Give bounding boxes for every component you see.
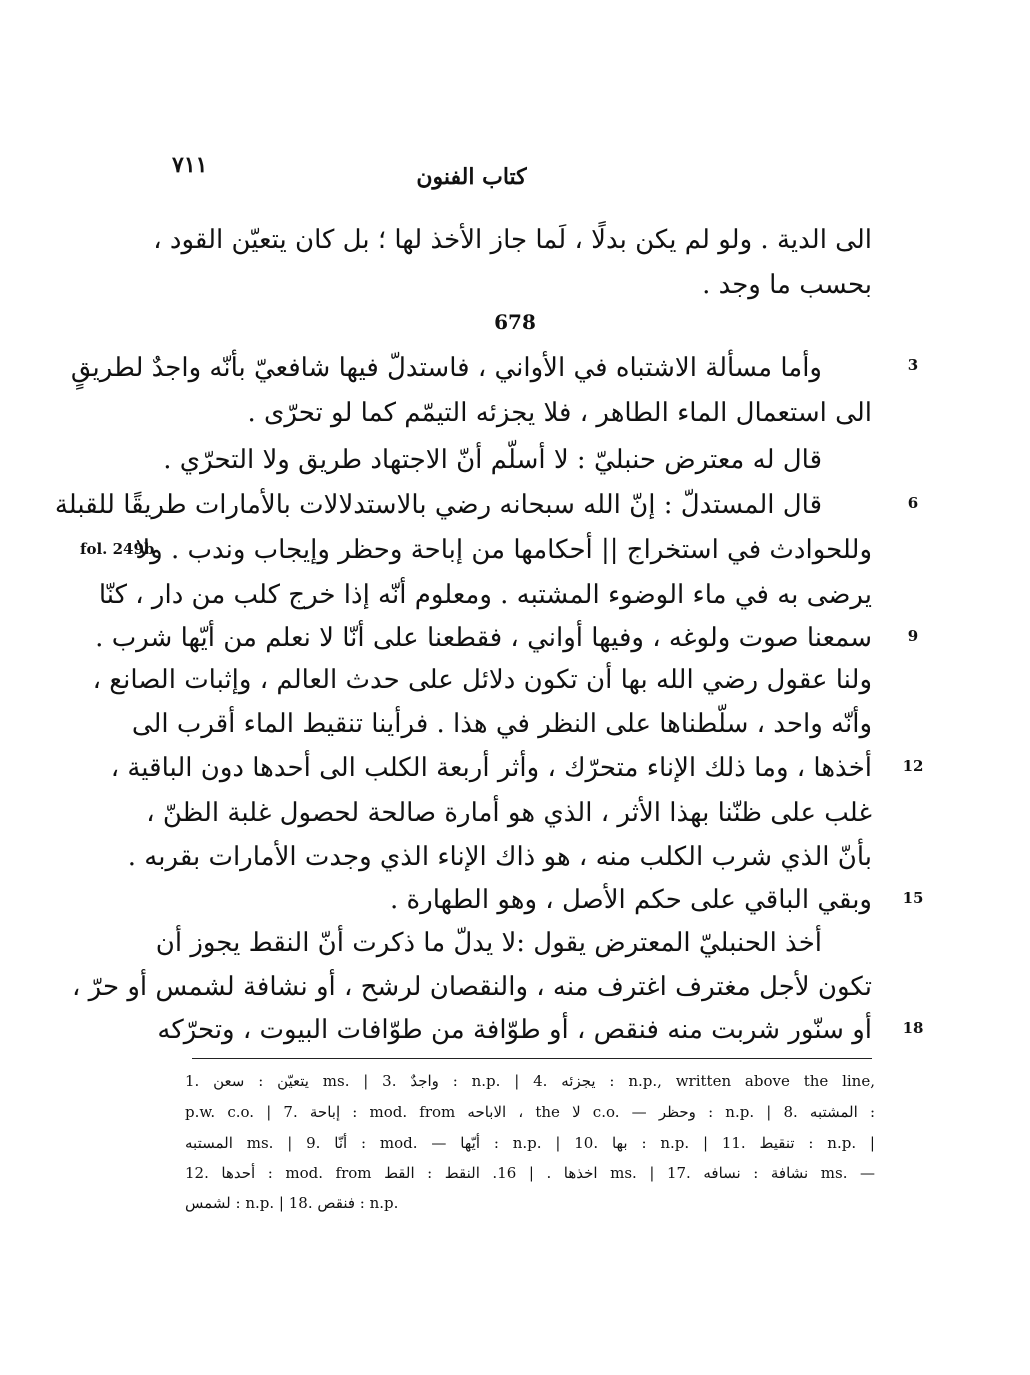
footnote-line: المستبه ms. | 9. أنّا : mod. — أيّها : n.p. | 10. بها : n.p. | 11. تنقيط : n.p. |	[185, 1134, 875, 1152]
line-number: 9	[907, 627, 919, 645]
page-number: ٧١١	[172, 152, 208, 178]
footnote-line: لشمس : n.p. | 18. فنقص : n.p.	[185, 1194, 399, 1212]
text-line: قال له معترض حنبليّ : لا أسلّم أنّ الاجتهاد طريق ولا التحرّي .	[163, 445, 822, 475]
line-number: 15	[902, 889, 924, 907]
line-number: 3	[907, 356, 919, 374]
line-number: 12	[902, 757, 924, 775]
text-line: أخذ الحنبليّ المعترض يقول :لا يدلّ ما ذكرت أنّ النقط يجوز أن	[155, 928, 822, 958]
text-line: أو سنّور شربت منه فنقص ، أو طوّافة من طوّافات البيوت ، وتحرّكه	[157, 1015, 872, 1045]
text-line: وأنّه واحد ، سلّطناها على النظر في هذا . فرأينا تنقيط الماء أقرب الى	[131, 709, 872, 739]
text-line: أخذها ، وما ذلك الإناء متحرّك ، وأثر أربعة الكلب الى أحدها دون الباقية ،	[110, 753, 872, 783]
folio-marker: fol. 249b	[80, 540, 155, 558]
footnote-divider	[192, 1058, 872, 1059]
text-line: يرضى به في ماء الوضوء المشتبه . ومعلوم أنّه إذا خرج كلب من دار ، كنّا	[98, 580, 872, 610]
footnote-line: p.w. c.o. | 7. إباحة : mod. from الاباحه ، the لا c.o. — وحظر : n.p. | 8. المشتبه :	[185, 1103, 876, 1121]
footnote-line: 12. أحدها : mod. from اخذها . | 16. النقط : القط ms. | 17. نشافة : نسافه ms. —	[185, 1164, 876, 1182]
line-number: 18	[902, 1019, 924, 1037]
footnote-line: 1. يتعيّن : سعن ms. | 3. واجدٌ : n.p. | 4. يجزئه : n.p., written above the line,	[185, 1072, 875, 1090]
text-line: بحسب ما وجد .	[702, 270, 872, 300]
section-number: 678	[494, 310, 536, 334]
text-line: الى الدية . ولو لم يكن بدلًا ، لَما جاز الأخذ لها ؛ بل كان يتعيّن القود ،	[153, 225, 872, 255]
text-line: وأما مسألة الاشتباه في الأواني ، فاستدلّ فيها شافعيّ بأنّه واجدٌ لطريقٍ	[70, 353, 822, 383]
line-number: 6	[907, 494, 919, 512]
text-line: وللحوادث في استخراج || أحكامها من إباحة وحظر وإيجاب وندب . ولا	[135, 535, 872, 565]
text-line: تكون لأجل مغترف اغترف منه ، والنقصان لرشح ، أو نشافة لشمس أو حرّ ،	[72, 972, 872, 1002]
running-title: كتاب الفنون	[416, 164, 527, 190]
text-line: غلب على ظنّنا بهذا الأثر ، الذي هو أمارة صالحة لحصول غلبة الظنّ ،	[146, 798, 872, 828]
text-line: الى استعمال الماء الطاهر ، فلا يجزئه التيمّم كما لو تحرّى .	[247, 398, 872, 428]
text-line: سمعنا صوت ولوغه ، وفيها أواني ، فقطعنا على أنّا لا نعلم من أيّها شرب .	[95, 623, 872, 653]
text-line: وبقي الباقي على حكم الأصل ، وهو الطهارة .	[389, 885, 872, 915]
text-line: ولنا عقول رضي الله بها أن تكون دلائل على حدث العالم ، وإثبات الصانع ،	[92, 665, 872, 695]
text-line: قال المستدلّ : إنّ الله سبحانه رضي بالاستدلالات بالأمارات طريقًا للقبلة	[54, 490, 822, 520]
text-line: بأنّ الذي شرب الكلب منه ، هو ذاك الإناء الذي وجدت الأمارات بقربه .	[127, 842, 872, 872]
